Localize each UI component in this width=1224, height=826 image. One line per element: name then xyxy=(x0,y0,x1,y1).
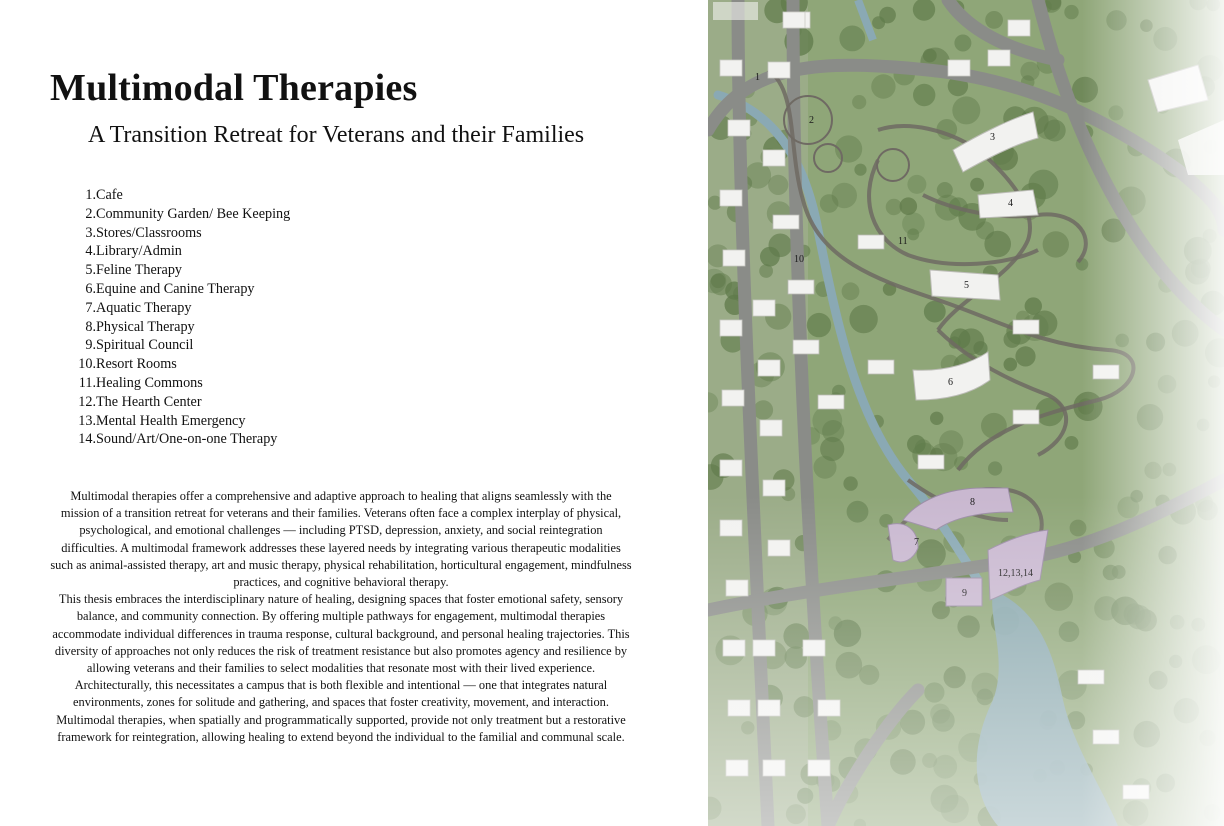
legend-label: Healing Commons xyxy=(96,374,203,391)
legend-label: Stores/Classrooms xyxy=(96,224,202,241)
legend-item xyxy=(72,224,290,243)
legend-number: 9. xyxy=(85,337,96,354)
legend-item xyxy=(72,242,290,261)
legend-label: Resort Rooms xyxy=(96,356,177,373)
legend-number: 11. xyxy=(78,374,96,391)
legend-item xyxy=(72,186,290,205)
legend-item xyxy=(72,280,290,299)
page-title: Multimodal Therapies xyxy=(50,67,418,109)
legend-number: 1. xyxy=(85,187,96,203)
legend-number: 5. xyxy=(85,262,96,279)
legend-number: 6. xyxy=(85,280,96,297)
body-paragraph: Multimodal therapies offer a comprehensive and adaptive approach to healing that aligns seamlessly with the mission of a transition retreat for veterans and their families. Veterans often face a complex interplay of physical, psychological, and emotional challenges — including PTSD, depression, anxiety, and social reintegration difficulties. A multimodal framework addresses these layered needs by integrating various therapeutic modalities such as animal-assisted therapy, art and music therapy, physical rehabilitation, horticultural engagement, mindfulness practices, and cognitive behavioral therapy. xyxy=(50,489,632,590)
legend-label: Feline Therapy xyxy=(96,262,183,279)
legend-label: Library/Admin xyxy=(96,243,182,260)
legend-number: 13. xyxy=(78,412,96,429)
legend-label: Cafe xyxy=(96,187,123,203)
legend-item xyxy=(72,393,290,412)
legend-label: Equine and Canine Therapy xyxy=(96,280,255,297)
bottom-fade xyxy=(708,0,1224,826)
program-legend xyxy=(72,186,290,449)
site-plan xyxy=(708,0,1224,826)
legend-number: 10. xyxy=(78,356,96,373)
body-paragraph: Architecturally, this necessitates a campus that is both flexible and intentional — one that integrates natural environments, zones for solitude and gathering, and spaces that foster creativity, movement, and interaction. Multimodal therapies, when spatially and programmatically supported, provide not only treatment but a restorative framework for reintegration, allowing healing to extend beyond the individual to the familial and communal scale. xyxy=(56,678,626,744)
legend-label: Community Garden/ Bee Keeping xyxy=(96,205,291,222)
legend-item xyxy=(72,374,290,393)
legend-item xyxy=(72,336,290,355)
legend-label: Physical Therapy xyxy=(96,318,195,335)
legend-number: 14. xyxy=(78,431,96,448)
legend-item xyxy=(72,261,290,280)
legend-item xyxy=(72,355,290,374)
legend-number: 3. xyxy=(85,224,96,241)
legend-item xyxy=(72,205,290,224)
legend-number: 2. xyxy=(85,205,96,222)
legend-label: Sound/Art/One-on-one Therapy xyxy=(96,431,278,448)
legend-number: 7. xyxy=(85,299,96,316)
legend-label: Mental Health Emergency xyxy=(96,412,246,429)
legend-label: The Hearth Center xyxy=(96,393,202,410)
body-paragraph: This thesis embraces the interdisciplinary nature of healing, designing spaces that foster emotional safety, sensory balance, and community connection. By offering multiple pathways for engagement, multimodal therapies accommodate individual differences in trauma response, cultural background, and personal healing trajectories. This diversity of approaches not only reduces the risk of treatment resistance but also promotes agency and resilience by allowing veterans and their families to select modalities that resonate most with their lived experience. xyxy=(52,592,630,676)
body-text xyxy=(50,488,632,746)
legend-number: 8. xyxy=(85,318,96,335)
legend-item xyxy=(72,318,290,337)
legend-number: 4. xyxy=(85,243,96,260)
legend-number: 12. xyxy=(78,393,96,410)
legend-label: Spiritual Council xyxy=(96,337,194,354)
legend-item xyxy=(72,430,290,449)
page-subtitle: A Transition Retreat for Veterans and their Families xyxy=(88,122,585,148)
legend-label: Aquatic Therapy xyxy=(96,299,192,316)
legend-item xyxy=(72,412,290,431)
legend-item xyxy=(72,299,290,318)
